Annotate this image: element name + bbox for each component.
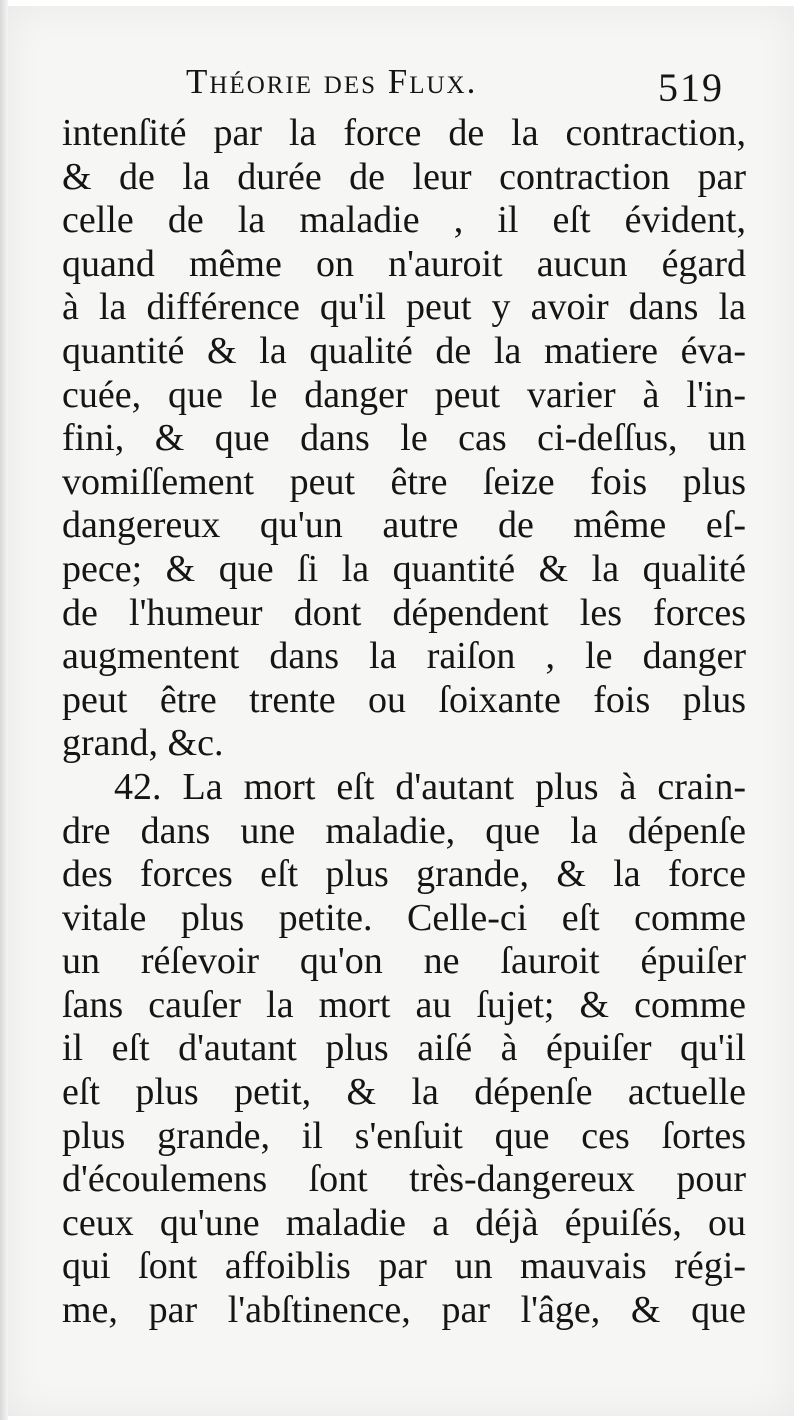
- text-line: dangereux qu'un autre de même eſ-: [62, 504, 746, 547]
- text-line: de l'humeur dont dépendent les forces: [62, 591, 746, 634]
- running-head: Théorie des Flux.: [186, 62, 478, 101]
- text-line: quantité & la qualité de la matiere éva-: [62, 329, 746, 372]
- text-line: eſt plus petit, & la dépenſe actuelle: [62, 1071, 746, 1114]
- text-line: & de la durée de leur contraction par: [62, 155, 746, 198]
- text-line: qui ſont affoiblis par un mauvais régi-: [62, 1245, 746, 1288]
- text-line: des forces eſt plus grande, & la force: [62, 853, 746, 896]
- page-edge: [0, 0, 8, 1420]
- page-header: [8, 58, 794, 118]
- text-line: il eſt d'autant plus aiſé à épuiſer qu'il: [62, 1027, 746, 1070]
- page-number: 519: [658, 65, 724, 110]
- text-line: ceux qu'une maladie a déjà épuiſés, ou: [62, 1201, 746, 1244]
- text-line: intenſité par la force de la contraction,: [62, 112, 746, 154]
- body-text: [62, 112, 746, 1333]
- text-line: ſans cauſer la mort au ſujet; & comme: [62, 983, 746, 1026]
- text-line: pece; & que ſi la quantité & la qualité: [62, 547, 746, 590]
- text-line: à la différence qu'il peut y avoir dans la: [62, 286, 746, 329]
- text-line: vomiſſement peut être ſeize fois plus: [62, 460, 746, 503]
- text-line: peut être trente ou ſoixante fois plus: [62, 678, 746, 721]
- text-line: dre dans une maladie, que la dépenſe: [62, 809, 746, 852]
- text-line: quand même on n'auroit aucun égard: [62, 242, 746, 285]
- text-line: vitale plus petite. Celle-ci eſt comme: [62, 896, 746, 939]
- text-line: un réſevoir qu'on ne ſauroit épuiſer: [62, 940, 746, 983]
- text-line: fini, & que dans le cas ci-deſſus, un: [62, 417, 746, 460]
- text-line: d'écoulemens ſont très-dangereux pour: [62, 1158, 746, 1201]
- text-line: celle de la maladie , il eſt évident,: [62, 199, 746, 242]
- text-line: augmentent dans la raiſon , le danger: [62, 635, 746, 678]
- text-line: plus grande, il s'enſuit que ces ſortes: [62, 1114, 746, 1157]
- text-line: cuée, que le danger peut varier à l'in-: [62, 373, 746, 416]
- text-line: me, par l'abſtinence, par l'âge, & que: [62, 1289, 746, 1332]
- paragraph-end-line: grand, &c.: [62, 722, 224, 765]
- paragraph-start-line: 42. La mort eſt d'autant plus à crain-: [114, 765, 746, 808]
- book-page: [8, 6, 794, 1416]
